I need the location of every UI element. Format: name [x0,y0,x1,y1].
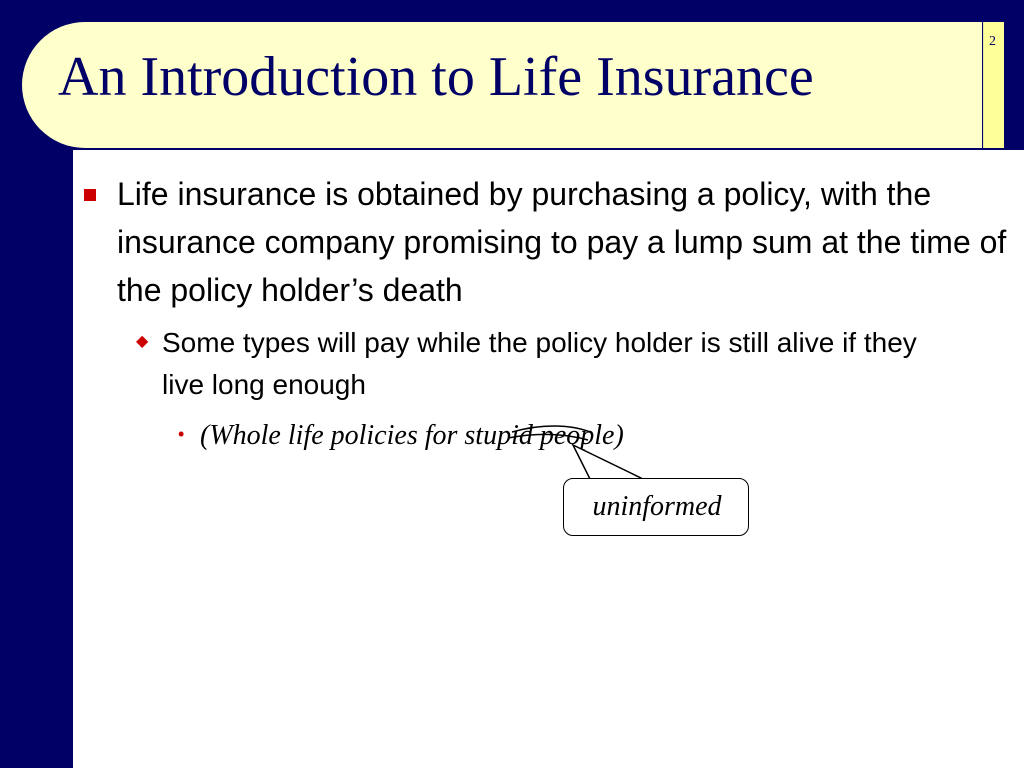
slide-number: 2 [989,34,996,49]
bullet-text-level2: Some types will pay while the policy holder is still alive if they live long enough [162,327,917,400]
callout-box [563,478,749,536]
callout-text: uninformed [592,491,722,522]
bullet-text-level3: (Whole life policies for stupid people) [200,420,624,451]
dot-bullet-icon: • [178,424,185,444]
callout-pointer [573,445,643,479]
bullet-text-level1: Life insurance is obtained by purchasing a policy, with the insurance company promising to pay a lump sum at the time of the policy holder’s death [117,176,1007,308]
strikeout-mark [508,426,590,440]
diamond-bullet-icon: ◆ [136,333,149,350]
slide-title: An Introduction to Life Insurance [58,46,814,108]
